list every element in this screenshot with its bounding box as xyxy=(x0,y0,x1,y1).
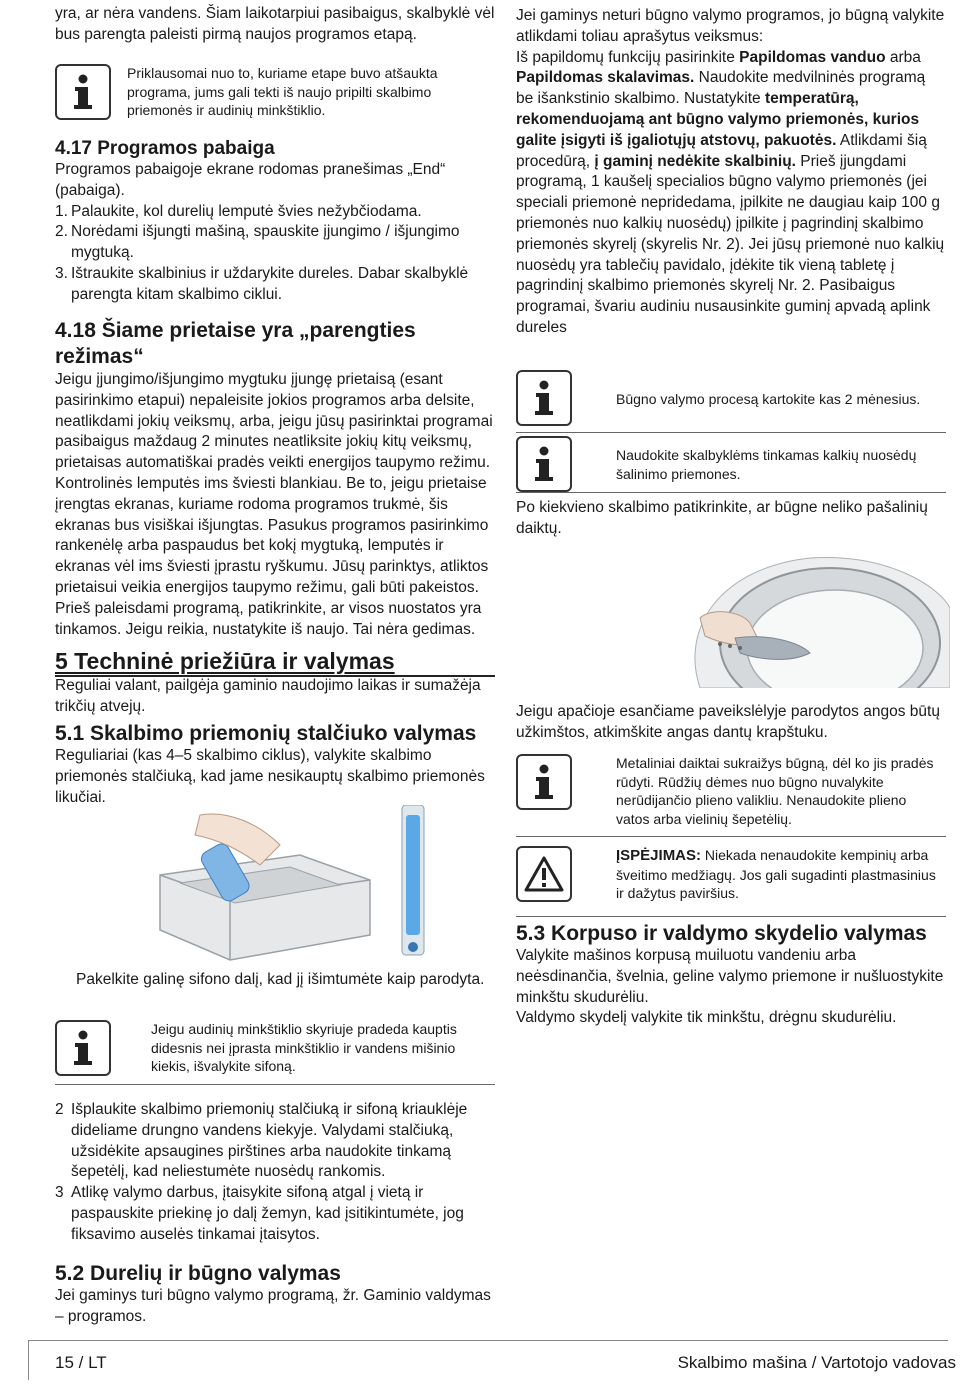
note-divider xyxy=(516,916,946,917)
heading-5-2: 5.2 Durelių ir būgno valymas xyxy=(55,1262,341,1285)
note-divider xyxy=(516,836,946,837)
heading-4-18: 4.18 Šiame prietaise yra „parengties režimas“ xyxy=(55,319,416,368)
info-icon xyxy=(55,1020,111,1076)
info-note xyxy=(55,64,495,120)
note-divider xyxy=(55,1084,495,1085)
heading-4-17: 4.17 Programos pabaiga xyxy=(55,138,275,159)
info-note xyxy=(516,370,946,426)
list-item: 1. Palaukite, kol durelių lemputė švies nežybčiodama. xyxy=(55,202,422,220)
info-note xyxy=(55,1020,495,1076)
paragraph-4-17: Programos pabaigoje ekrane rodomas pranešimas „End“ (pabaiga). xyxy=(55,161,446,199)
footer-divider xyxy=(28,1340,948,1341)
list-item: 3 Atlikę valymo darbus, įtaisykite sifoną atgal į vietą ir paspauskite priekinę jo dalį žemyn, kad įsitikintumėte, jog fiksavimo auselės tinkamai įtaisytos. xyxy=(55,1184,464,1243)
intro-paragraph: yra, ar nėra vandens. Šiam laikotarpiui pasibaigus, skalbyklė vėl bus parengta paleisti pirmą naujos programos etapą. xyxy=(55,5,495,43)
info-note xyxy=(516,754,946,828)
paragraph-check-drum: Po kiekvieno skalbimo patikrinkite, ar būgne neliko pašalinių daiktų. xyxy=(516,499,928,537)
note-divider xyxy=(516,492,946,493)
info-note xyxy=(516,436,946,492)
heading-5: 5 Techninė priežiūra ir valymas xyxy=(55,648,395,674)
info-note-text: Naudokite skalbyklėms tinkamas kalkių nuosėdų šalinimo priemones. xyxy=(616,447,917,482)
paragraph-5-3b: Valdymo skydelį valykite tik minkštu, drėgnu skudurėliu. xyxy=(516,1009,897,1027)
paragraph-4-18: Jeigu įjungimo/išjungimo mygtuku įjungę prietaisą (esant pasirinkimo etapui) nepaleisite jokios programos arba delsite, neatlikdami jokių veiksmų, arba, jeigu jūsų pasirinktai programai pasibaigus maždaug 2 minutes neatliksite jokių kitų veiksmų, prietaisas automatiškai pradės veikti energijos taupymo režimu. Kontrolinės lemputės ims šviesti blankiau. Be to, jeigu prietaise įrengtas ekranas, kuriame rodoma programos trukmė, šis ekranas bus visiškai išjungtas. Pasukus programos pasirinkimo rankenėlę arba paspaudus bet kokį mygtuką, lemputės ir ekranas vėl ims šviesti įprastu ryškumu. Jūsų parinktys, atliktos prietaisui veikia energijos taupymo režimu, gali būti pakeistos. Prieš paleisdami programą, patikrinkite, ar visos nuostatos yra tinkamos. Jeigu reikia, nustatykite iš naujo. Tai nėra gedimas. xyxy=(55,371,493,638)
heading-5-3: 5.3 Korpuso ir valdymo skydelio valymas xyxy=(516,922,927,945)
info-icon xyxy=(516,436,572,492)
detergent-drawer-illustration xyxy=(140,805,440,965)
footer-left-bar xyxy=(28,1340,29,1380)
paragraph-5-1: Reguliariai (kas 4–5 skalbimo ciklus), valykite skalbimo priemonės stalčiuką, kad jame nesikauptų skalbimo priemonės likučiai. xyxy=(55,747,485,806)
paragraph-5-2: Jei gaminys turi būgno valymo programą, žr. Gaminio valdymas – programos. xyxy=(55,1287,491,1325)
list-item: 2 Išplaukite skalbimo priemonių stalčiuką ir sifoną kriauklėje dideliame drungno vandens kiekyje. Valydami stalčiuką, užsidėkite apsaugines pirštines arba naudokite tinkamą šepetėlį, kad neliestumėte nuosėdų rankomis. xyxy=(55,1101,468,1181)
document-title: Skalbimo mašina / Vartotojo vadovas xyxy=(677,1353,956,1372)
info-note-text: Jeigu audinių minkštiklio skyriuje pradeda kauptis didesnis nei įprasta minkštiklio ir vandens mišinio kiekis, išvalykite sifoną. xyxy=(151,1021,457,1075)
info-icon xyxy=(55,64,111,120)
note-divider xyxy=(516,432,946,433)
paragraph-holes: Jeigu apačioje esančiame paveikslėlyje parodytos angos būtų užkimštos, atkimškite angas dantų krapštuku. xyxy=(516,703,940,741)
warning-note-text: ĮSPĖJIMAS: Niekada nenaudokite kempinių arba šveitimo medžiagų. Jos gali sugadinti plastmasinius ir dažytus paviršius. xyxy=(616,847,936,902)
paragraph-5-3a: Valykite mašinos korpusą muiluotu vandeniu arba neėsdinančia, švelnia, geline valymo priemone ir nušluostykite minkštu skudurėliu. xyxy=(516,947,944,1006)
paragraph-5: Reguliai valant, pailgėja gaminio naudojimo laikas ir sumažėja trikčių atvejų. xyxy=(55,677,481,715)
info-note-text: Priklausomai nuo to, kuriame etape buvo atšaukta programa, jums gali tekti iš naujo pripilti skalbimo priemonės ir audinių minkštiklio. xyxy=(127,65,438,119)
info-note-text: Būgno valymo procesą kartokite kas 2 mėnesius. xyxy=(616,391,921,407)
list-item: 3. Ištraukite skalbinius ir uždarykite dureles. Dabar skalbyklė parengta kitam skalbimo ciklui. xyxy=(55,264,469,303)
warning-note xyxy=(516,846,946,903)
warning-icon xyxy=(516,846,572,902)
list-item: Pakelkite galinę sifono dalį, kad jį išimtumėte kaip parodyta. xyxy=(76,971,485,988)
list-item: 2. Norėdami išjungti mašiną, spauskite įjungimo / išjungimo mygtuką. xyxy=(55,223,460,262)
info-note-text: Metaliniai daiktai sukraižys būgną, dėl ko jis pradės rūdyti. Rūdžių dėmes nuo būgno nuvalykite nerūdijančio plieno valikliu. Nenaudokite plieno vatos arba vielinių šepetėlių. xyxy=(616,755,934,827)
info-icon xyxy=(516,370,572,426)
drum-cleaning-paragraph: Jei gaminys neturi būgno valymo programos, jo būgną valykite atlikdami toliau aprašytus veiksmus: Iš papildomų funkcijų pasirinkite Papildomas vanduo arba Papildomas skalavimas. Naudokite medvilninės programą be išankstinio skalbimo. Nustatykite temperatūrą, rekomenduojamą ant būgno valymo priemonės, kurios galite įsigyti iš įgaliotųjų atstovų, pakuotės. Atlikdami šią procedūrą, į gaminį nedėkite skalbinių. Prieš įjungdami programą, 1 kaušelį specialios būgno valymo priemonės (jei speciali priemonė nepridedama, įpilkite ne daugiau kaip 100 g priemonės nuo kalkių nuosėdų) įpilkite į pagrindinį skalbimo priemonės skyrelį (skyrelis Nr. 2). Jei jūsų priemonė nuo kalkių nuosėdų yra tablečių pavidalo, įdėkite tik vieną tabletę į pagrindinį skalbimo priemonės skyrelį Nr. 2. Pasibaigus programai, švariu audiniu nusausinkite guminį apvadą aplink dureles xyxy=(516,7,945,336)
heading-5-1: 5.1 Skalbimo priemonių stalčiuko valymas xyxy=(55,722,477,745)
page-number: 15 / LT xyxy=(55,1353,107,1372)
info-icon xyxy=(516,754,572,810)
drum-cleaning-illustration xyxy=(640,548,950,688)
